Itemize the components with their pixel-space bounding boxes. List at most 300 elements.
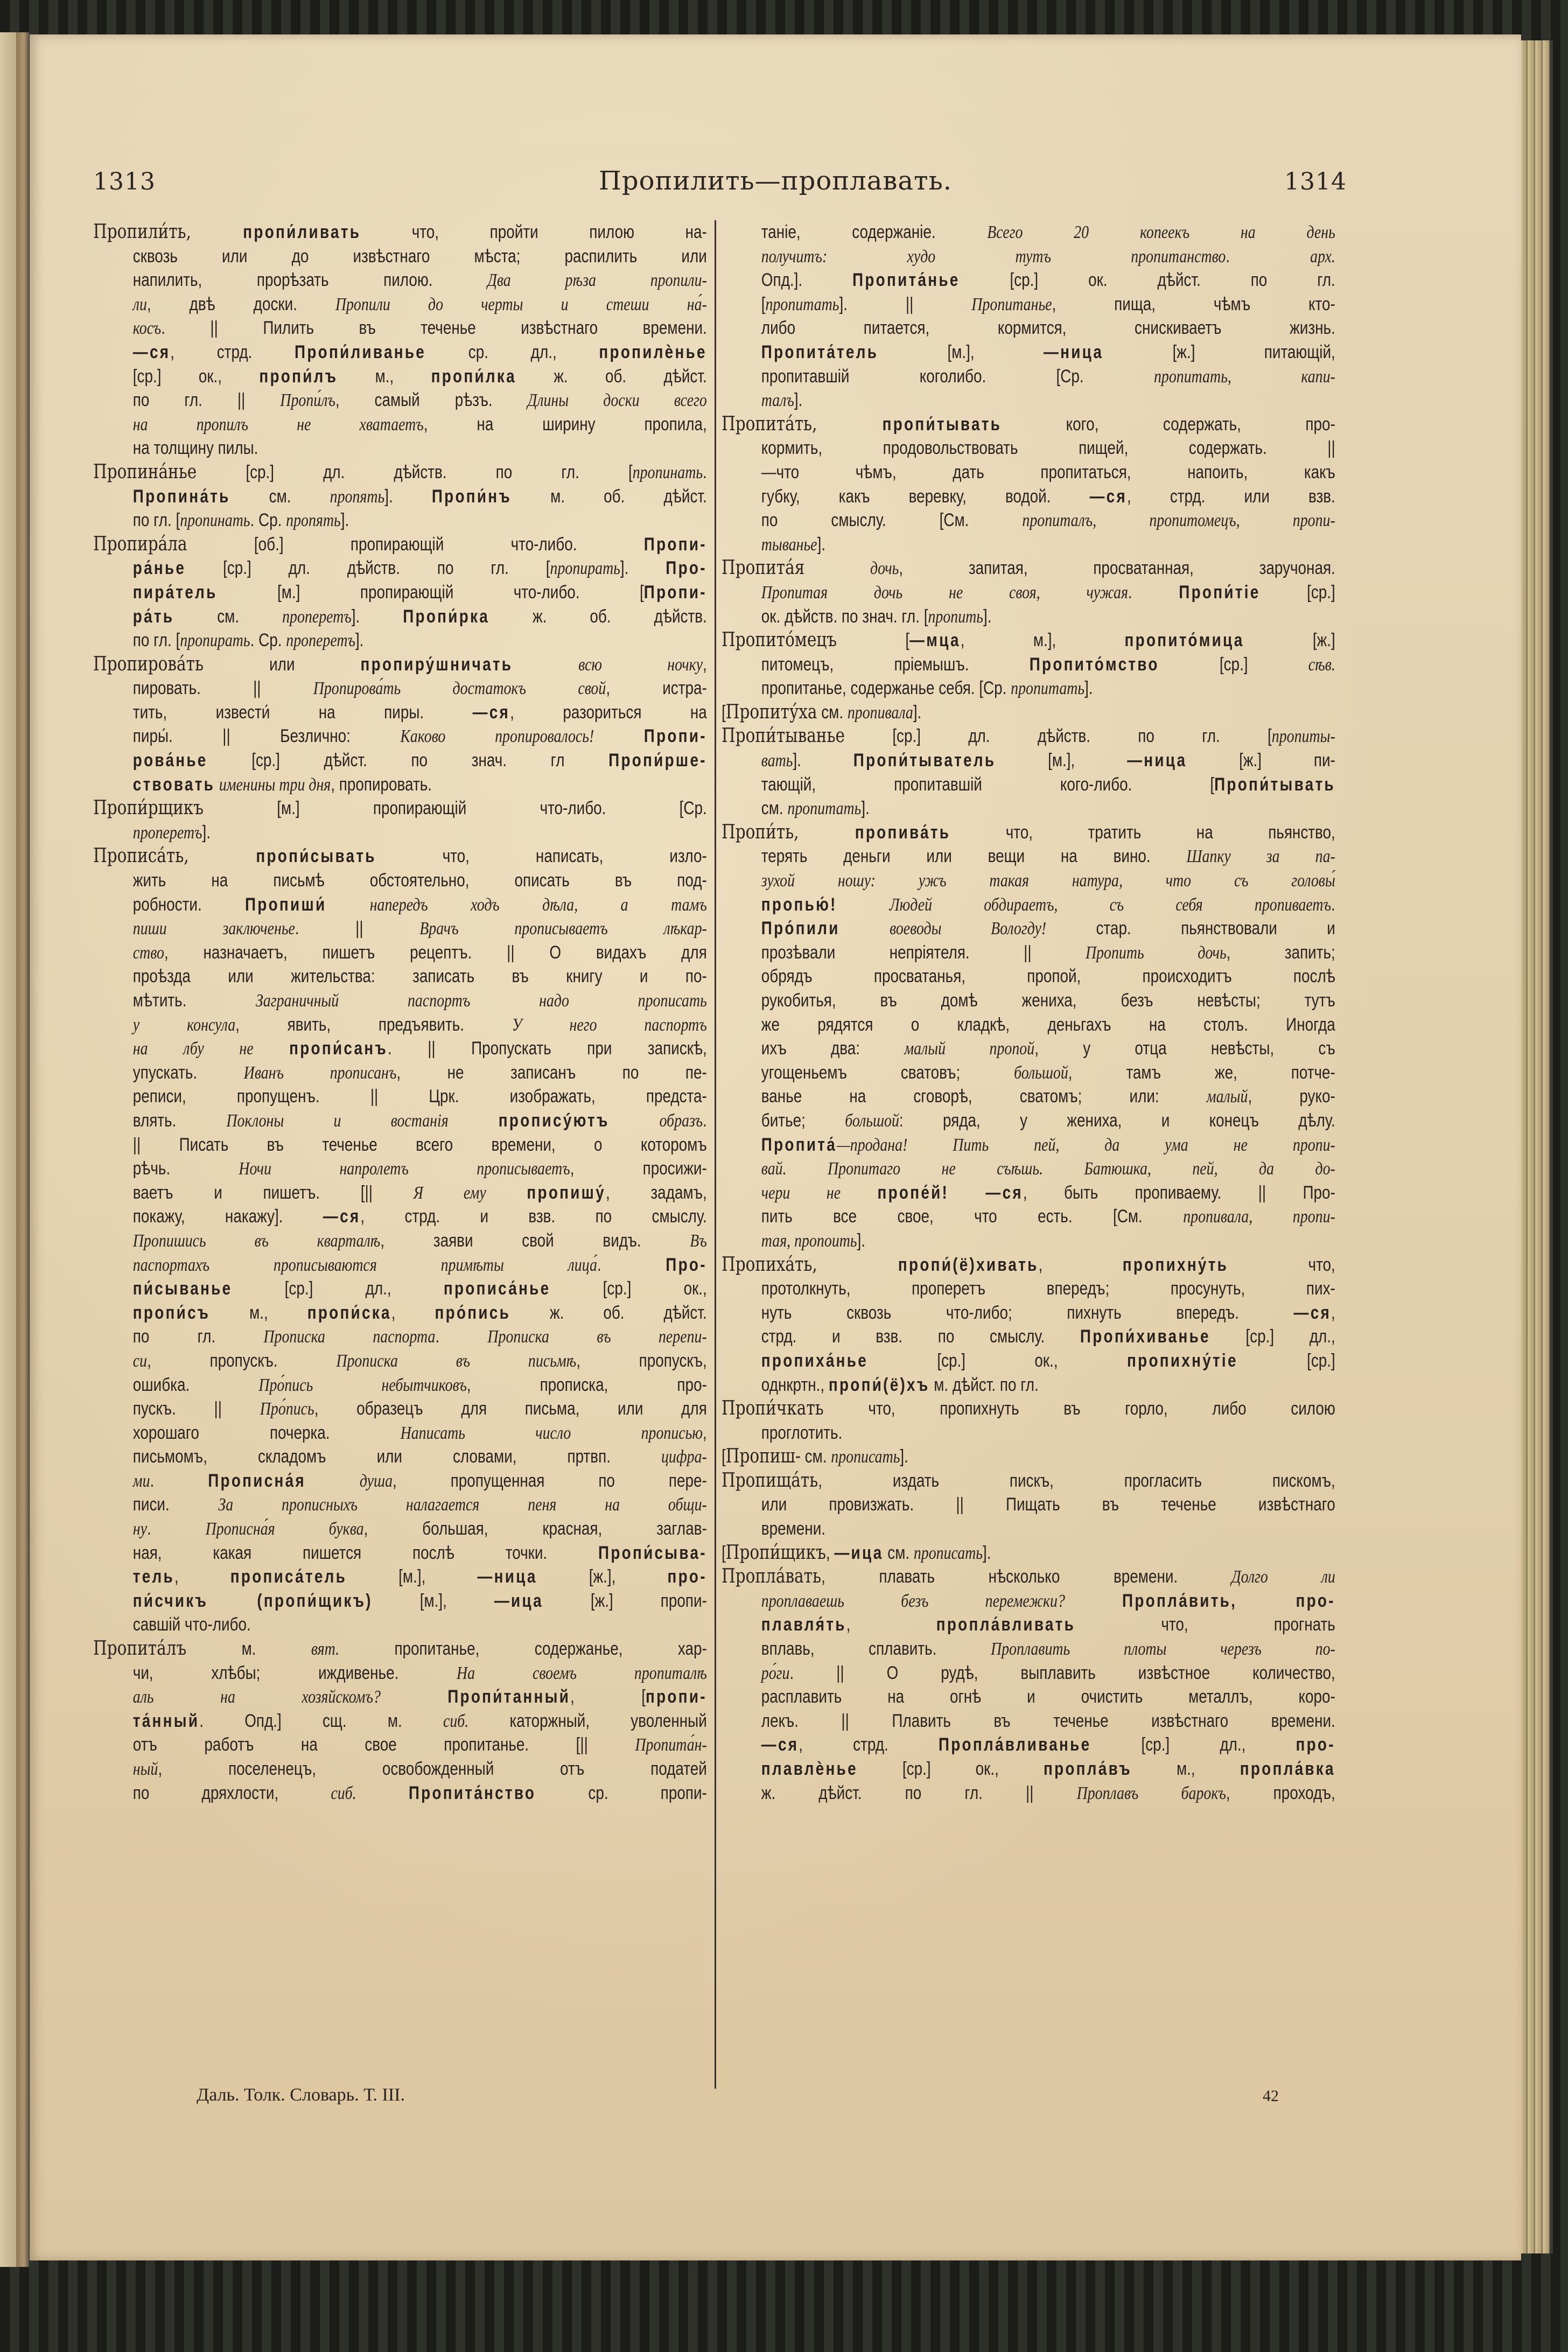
entry-line bbox=[722, 1037, 1335, 1061]
entry-line bbox=[93, 1709, 707, 1733]
definition-text: см. bbox=[174, 606, 283, 627]
bold-term: —ся bbox=[1293, 1302, 1332, 1323]
entry-line bbox=[722, 869, 1335, 893]
definition-text: . Ср. bbox=[250, 630, 286, 651]
bold-term: Пропита́тель bbox=[761, 341, 879, 362]
italic-example: Я ему bbox=[413, 1182, 486, 1203]
bold-term: рова́нье bbox=[132, 750, 208, 771]
entry-line bbox=[93, 1661, 707, 1685]
italic-example: ми bbox=[132, 1471, 150, 1491]
headword: Пропи́ть, bbox=[722, 821, 855, 843]
bold-term: пропью́! bbox=[761, 894, 837, 915]
bold-term: Пропи́тыватель bbox=[853, 750, 996, 771]
definition-text: упускать. bbox=[132, 1062, 244, 1083]
definition-text: , м.], bbox=[960, 630, 1125, 651]
italic-example: сиб. bbox=[331, 1783, 356, 1803]
entry-line bbox=[722, 580, 1335, 605]
entry-line bbox=[722, 1757, 1335, 1781]
italic-example: пропинать bbox=[180, 510, 250, 531]
entry-headline bbox=[722, 556, 1335, 580]
definition-text: , большая, красная, заглав- bbox=[363, 1518, 707, 1539]
entry-line bbox=[722, 893, 1335, 917]
bold-term: Пропи́рка bbox=[403, 606, 490, 627]
definition-text: битье; bbox=[761, 1110, 845, 1131]
definition-text: . || О рудѣ, выплавить извѣстное количество, bbox=[789, 1662, 1335, 1683]
italic-example: Пропи́лъ bbox=[280, 390, 335, 411]
definition-text: см. bbox=[800, 1446, 831, 1467]
entry-line bbox=[93, 292, 707, 317]
definition-text: ж. дѣйст. по гл. || bbox=[761, 1782, 1077, 1803]
entry-line bbox=[93, 1181, 707, 1205]
bold-term: пропишу́ bbox=[527, 1182, 606, 1203]
definition-text: , пропировать. bbox=[331, 774, 432, 795]
definition-text: , просижи- bbox=[570, 1158, 707, 1179]
italic-example: ли bbox=[132, 294, 147, 314]
italic-example: косъ bbox=[132, 318, 162, 339]
italic-example: чери не bbox=[761, 1182, 841, 1203]
entry-line bbox=[722, 1685, 1335, 1709]
italic-example: большой bbox=[845, 1110, 899, 1131]
entry-line bbox=[722, 1589, 1335, 1613]
bold-term: Про́пили bbox=[761, 918, 840, 939]
definition-text: , плавать нѣсколько времени. bbox=[821, 1566, 1231, 1587]
italic-example: прописать bbox=[913, 1543, 983, 1563]
definition-text: . bbox=[703, 461, 707, 482]
italic-example: си bbox=[132, 1350, 148, 1371]
entry-line bbox=[722, 365, 1335, 389]
entry-line bbox=[93, 556, 707, 580]
definition-text: [ср.] ок., bbox=[857, 1759, 1044, 1779]
definition-text: [м.], bbox=[372, 1590, 494, 1611]
entry-line bbox=[93, 1613, 707, 1637]
definition-text bbox=[837, 894, 890, 915]
definition-text: [м.] пропирающій что-либо. [Ср. bbox=[204, 798, 707, 819]
entry-line bbox=[93, 1109, 707, 1133]
definition-text: , bbox=[825, 1542, 835, 1563]
definition-text: , разориться на bbox=[510, 702, 707, 723]
entry-line bbox=[93, 964, 707, 989]
bold-term: пи́счикъ (пропи́щикъ) bbox=[132, 1590, 373, 1611]
headword: Пропи́щикъ bbox=[725, 1541, 826, 1564]
italic-example: Написать число прописью bbox=[400, 1423, 703, 1443]
definition-text: рѣчь. bbox=[132, 1158, 239, 1179]
bold-term: Про- bbox=[666, 558, 707, 579]
bold-term: Пропита́нство bbox=[408, 1782, 536, 1803]
definition-text: ]. bbox=[620, 558, 666, 579]
entry-headline bbox=[722, 724, 1335, 748]
definition-text: , [ bbox=[570, 1686, 646, 1707]
entry-line bbox=[93, 508, 707, 533]
bold-term: пропла́въ bbox=[1043, 1759, 1132, 1779]
bold-term: Про- bbox=[666, 1254, 707, 1275]
entry-headline bbox=[722, 821, 1335, 845]
entry-line bbox=[93, 1349, 707, 1373]
definition-text: ]. bbox=[340, 510, 349, 531]
entry-headline bbox=[93, 1637, 707, 1661]
italic-example: большой bbox=[1014, 1062, 1068, 1083]
definition-text: чи, хлѣбы; иждивенье. bbox=[132, 1662, 457, 1683]
italic-example: аль на хозяйскомъ? bbox=[132, 1687, 381, 1707]
entry-line bbox=[722, 748, 1335, 773]
entry-line bbox=[93, 340, 707, 365]
definition-text: , явить, предъявить. bbox=[235, 1014, 512, 1035]
definition-text: [ср.] дл. дѣйств. по гл. [ bbox=[186, 558, 550, 579]
definition-text: см. bbox=[230, 486, 330, 507]
definition-text: , запитая, просватанная, заручоная. bbox=[899, 558, 1335, 579]
italic-example: пропитать bbox=[787, 799, 862, 819]
entry-line bbox=[93, 1037, 707, 1061]
entry-headline bbox=[722, 1469, 1335, 1493]
italic-example: душа bbox=[359, 1471, 393, 1491]
headword: Пропла́вать bbox=[722, 1565, 822, 1588]
bold-term: пропла́вливать bbox=[936, 1614, 1076, 1635]
italic-example: паспортахъ прописываются примѣты лица́ bbox=[132, 1255, 597, 1275]
entry-line bbox=[722, 533, 1335, 557]
entry-line bbox=[722, 388, 1335, 412]
italic-example: пропинать bbox=[632, 462, 703, 482]
entry-line bbox=[722, 1084, 1335, 1109]
definition-text: пускъ. || bbox=[132, 1398, 260, 1419]
definition-text: нуть сквозь что-либо; пихнуть впередъ. bbox=[761, 1302, 1294, 1323]
entry-line bbox=[722, 941, 1335, 965]
bold-term: пропи́санъ bbox=[289, 1038, 388, 1059]
bold-term: —ся bbox=[761, 1734, 799, 1755]
definition-text: губку, какъ веревку, водой. bbox=[761, 486, 1090, 507]
definition-text: , тамъ же, потче- bbox=[1068, 1062, 1335, 1083]
bold-term: —мца bbox=[909, 630, 961, 651]
bold-term: ствовать bbox=[132, 774, 215, 795]
definition-text: тить, извести́ на пиры. bbox=[132, 702, 473, 723]
bold-term: пропи́тывать bbox=[882, 414, 1002, 435]
definition-text: [ср.] дѣйст. по знач. гл bbox=[207, 750, 609, 771]
definition-text: ]. bbox=[355, 630, 364, 651]
headword: Пропиха́ть, bbox=[722, 1253, 898, 1276]
entry-line bbox=[93, 244, 707, 269]
definition-text: робности. bbox=[132, 894, 245, 915]
definition-text bbox=[215, 774, 219, 795]
definition-text bbox=[381, 1686, 447, 1707]
definition-text: прозѣвали непріятеля. || bbox=[761, 942, 1086, 963]
definition-text: . || bbox=[295, 918, 420, 939]
bold-term: Пропла́вить, про- bbox=[1122, 1590, 1335, 1611]
italic-example: Поклоны и востанія bbox=[226, 1110, 449, 1131]
definition-text: напилить, прорѣзать пилою. bbox=[132, 270, 488, 291]
italic-example: прописать bbox=[831, 1447, 900, 1467]
entry-line bbox=[93, 1589, 707, 1613]
bold-term: —ница bbox=[1043, 341, 1104, 362]
italic-example: Про́пись bbox=[260, 1399, 314, 1419]
bold-term: ра́нье bbox=[132, 558, 186, 579]
italic-example: сиб. bbox=[443, 1711, 469, 1731]
italic-example: арх. bbox=[1310, 246, 1335, 267]
bold-term: пропи- bbox=[645, 1686, 707, 1707]
italic-example: у консула bbox=[132, 1014, 236, 1035]
italic-example: вят. bbox=[311, 1639, 340, 1660]
italic-example: пропять bbox=[286, 510, 341, 531]
headword: Пропита́ть, bbox=[722, 412, 883, 435]
bold-term: плавля́ть bbox=[761, 1614, 846, 1635]
bold-term: Прописна́я bbox=[208, 1470, 306, 1491]
entry-line bbox=[722, 508, 1335, 533]
definition-text: , образецъ для письма, или для bbox=[314, 1398, 707, 1419]
definition-text: [ср.] ок. дѣйст. по гл. bbox=[960, 270, 1335, 291]
entry-line bbox=[722, 1205, 1335, 1229]
entry-line bbox=[722, 1493, 1335, 1517]
italic-example: Проплавъ барокъ bbox=[1076, 1783, 1226, 1803]
italic-example: На своемъ пропиталѣ bbox=[457, 1663, 707, 1683]
definition-text: [ср.] дл. дѣйств. по гл. [ bbox=[845, 726, 1272, 747]
definition-text: питомецъ, пріемышъ. bbox=[761, 654, 1030, 675]
definition-text: тающій, пропитавшій кого-либо. [ bbox=[761, 774, 1215, 795]
entry-line bbox=[93, 316, 707, 340]
definition-text: , bbox=[1331, 1302, 1335, 1323]
definition-text: реписи, пропущенъ. || Црк. изображать, предста- bbox=[132, 1086, 707, 1107]
italic-example: Пропитанье bbox=[971, 294, 1052, 314]
entry-line bbox=[93, 989, 707, 1013]
entry-line bbox=[93, 628, 707, 653]
definition-text: на толщину пилы. bbox=[132, 438, 258, 459]
italic-example: проперетъ bbox=[132, 822, 202, 843]
entry-line bbox=[722, 1325, 1335, 1349]
italic-example: пропиты- bbox=[1271, 726, 1335, 747]
definition-text: [ж.] bbox=[1244, 630, 1335, 651]
column-divider bbox=[715, 220, 716, 2089]
definition-text: . || Пилить въ теченье извѣстнаго времени. bbox=[161, 318, 707, 339]
entry-line bbox=[93, 941, 707, 965]
definition-text bbox=[449, 1110, 499, 1131]
entry-line bbox=[722, 1157, 1335, 1181]
italic-example: вать bbox=[761, 751, 793, 771]
definition-text: . bbox=[703, 1110, 707, 1131]
definition-text: , быть пропиваему. || Про- bbox=[1023, 1182, 1335, 1203]
definition-text: стар. пьянствовали и bbox=[1046, 918, 1335, 939]
bold-term: пропи́ливать bbox=[243, 222, 361, 242]
italic-example: зухой ношу: ужъ такая натура, что съ головы́ bbox=[761, 871, 1335, 891]
definition-text: пропитанье, содержанье себя. [Ср. bbox=[761, 678, 1011, 699]
italic-example: пропивала bbox=[847, 702, 913, 723]
italic-example: Врачъ прописываетъ лѣкар- bbox=[419, 919, 707, 939]
entry-line bbox=[722, 1421, 1335, 1445]
entry-line bbox=[93, 869, 707, 893]
bold-term: —ся bbox=[985, 1182, 1023, 1203]
definition-text: проглотить. bbox=[761, 1422, 843, 1443]
entry-line bbox=[722, 676, 1335, 701]
definition-text: . bbox=[1331, 894, 1335, 915]
definition-text: [об.] пропирающій что-либо. bbox=[187, 534, 644, 555]
definition-text: ж. об. дѣйств. bbox=[489, 606, 707, 627]
italic-example: проплаваешь безъ перемежки? bbox=[761, 1591, 1065, 1611]
entry-line bbox=[93, 1229, 707, 1253]
bold-term: пропива́ть bbox=[855, 822, 951, 843]
definition-text: , двѣ доски. bbox=[146, 293, 335, 314]
bold-term: пропи́ска bbox=[307, 1302, 391, 1323]
italic-example: Длины доски всего bbox=[527, 390, 707, 411]
definition-text: . bbox=[1128, 582, 1179, 603]
italic-example: Шапку за па- bbox=[1186, 846, 1335, 867]
definition-text: м. об. дѣйст. bbox=[512, 486, 707, 507]
definition-text: [ср.] ок., bbox=[132, 366, 260, 387]
italic-example: Долго ли bbox=[1231, 1567, 1335, 1587]
italic-example: пропирать bbox=[550, 558, 620, 579]
italic-example: проперетъ bbox=[282, 606, 352, 627]
definition-text: мѣтить. bbox=[132, 990, 256, 1011]
definition-text: , на ширину пропила, bbox=[423, 414, 707, 435]
headword: Пропита́я bbox=[722, 557, 805, 579]
definition-text: савшій что-либо. bbox=[132, 1614, 251, 1635]
right-page-number: 1314 bbox=[1284, 168, 1347, 195]
definition-text: , пища, чѣмъ кто- bbox=[1052, 293, 1335, 314]
definition-text: , самый рѣзъ. bbox=[335, 390, 528, 411]
definition-text: , стрд. bbox=[170, 341, 295, 362]
left-page-number: 1313 bbox=[93, 168, 156, 195]
italic-example: Заграничный паспортъ надо прописать bbox=[255, 991, 707, 1011]
entry-line bbox=[93, 1421, 707, 1445]
definition-text bbox=[1065, 1591, 1122, 1611]
italic-example: малый пропой bbox=[904, 1039, 1035, 1059]
definition-text: по гл. [ bbox=[132, 510, 180, 531]
entry-line bbox=[93, 436, 707, 460]
entry-line bbox=[93, 1373, 707, 1397]
definition-text: м. дѣйст. по гл. bbox=[929, 1374, 1039, 1395]
entry-line bbox=[722, 1061, 1335, 1085]
entry-line bbox=[722, 460, 1335, 485]
definition-text: [ bbox=[722, 1542, 726, 1563]
bold-term: Пропина́ть bbox=[132, 486, 230, 507]
definition-text: , стрд. или взв. bbox=[1127, 486, 1335, 507]
definition-text: же рядятся о кладкѣ, деньгахъ на столъ. Иногда bbox=[761, 1014, 1335, 1035]
definition-text: м., bbox=[338, 366, 431, 387]
definition-text: ]. bbox=[817, 534, 826, 555]
italic-example: Каково пропировалось! bbox=[400, 726, 594, 747]
bold-term: про- bbox=[667, 1566, 707, 1587]
bold-term: пропи́(ё)хъ bbox=[828, 1374, 930, 1395]
entry-line bbox=[93, 412, 707, 437]
definition-text: ср. дл., bbox=[426, 341, 599, 362]
definition-text: писи. bbox=[132, 1494, 219, 1515]
definition-text: каторжный, уволенный bbox=[468, 1710, 707, 1731]
definition-text bbox=[306, 1471, 360, 1491]
entry-headline bbox=[93, 653, 707, 677]
italic-example: пиши заключенье bbox=[132, 919, 295, 939]
entry-headline bbox=[93, 796, 707, 821]
entry-line bbox=[722, 1277, 1335, 1301]
definition-text: [ср.] ок., bbox=[867, 1350, 1128, 1371]
definition-text: , bbox=[174, 1566, 230, 1587]
definition-text: пить все свое, что есть. [См. bbox=[761, 1206, 1184, 1227]
definition-text: пропитанье, содержанье, хар- bbox=[339, 1639, 707, 1660]
italic-example: Пропить дочь bbox=[1085, 942, 1227, 963]
entry-line bbox=[722, 1637, 1335, 1661]
italic-example: Пропирова́ть достатокъ свой bbox=[313, 678, 606, 699]
bold-term: Пропи́хиванье bbox=[1080, 1326, 1210, 1347]
right-column bbox=[722, 220, 1341, 1805]
definition-text bbox=[326, 894, 369, 915]
entry-line bbox=[722, 292, 1335, 317]
definition-text: [ср.] дл. дѣйств. по гл. [ bbox=[197, 461, 633, 482]
italic-example: на пропилъ не хватаетъ bbox=[132, 414, 424, 435]
entry-line bbox=[93, 388, 707, 412]
italic-example: пропитать, капи- bbox=[1153, 366, 1335, 387]
definition-text: ная, какая пишется послѣ точки. bbox=[132, 1542, 599, 1563]
definition-text: : ряда, у жениха, и конецъ дѣлу. bbox=[899, 1110, 1335, 1131]
definition-text: лекъ. || Плавить въ теченье извѣстнаго времени. bbox=[761, 1710, 1335, 1731]
definition-text: или bbox=[204, 654, 361, 675]
bold-term: —ица bbox=[834, 1542, 884, 1563]
entry-line bbox=[722, 1133, 1335, 1157]
headword: Пропи́рщикъ bbox=[93, 797, 204, 820]
bold-term: пи́сыванье bbox=[132, 1278, 233, 1299]
entry-line bbox=[93, 1733, 707, 1757]
headword: Пропища́ть bbox=[722, 1469, 818, 1492]
entry-line bbox=[93, 1301, 707, 1325]
definition-text: ]. bbox=[913, 702, 922, 723]
entry-line bbox=[93, 724, 707, 748]
entry-line bbox=[722, 485, 1335, 509]
entry-line bbox=[722, 1733, 1335, 1757]
definition-text: что, тратить на пьянство, bbox=[950, 822, 1335, 843]
italic-example: Прописка паспорта bbox=[263, 1327, 436, 1347]
entry-headline bbox=[722, 1397, 1335, 1421]
italic-example: пропирать bbox=[180, 631, 250, 651]
left-column bbox=[93, 220, 712, 1805]
italic-example: воеводы Вологду! bbox=[890, 919, 1047, 939]
italic-example: Прописна́я буква bbox=[205, 1519, 364, 1539]
entry-headline bbox=[722, 701, 1335, 725]
entry-line bbox=[93, 821, 707, 845]
definition-text: [ср.] bbox=[1260, 582, 1335, 603]
entry-headline bbox=[93, 220, 707, 244]
bold-term: пропе́й! bbox=[877, 1182, 949, 1203]
italic-example: Проплавить плоты черезъ по- bbox=[990, 1639, 1335, 1660]
footer-signature: Даль. Толк. Словарь. Т. III. bbox=[197, 2085, 405, 2105]
entry-line bbox=[722, 436, 1335, 460]
bold-term: —ница bbox=[477, 1566, 537, 1587]
italic-example: Про́пись небытчиковъ bbox=[258, 1375, 467, 1395]
entry-headline bbox=[93, 844, 707, 869]
entry-line bbox=[722, 1109, 1335, 1133]
entry-line bbox=[93, 1565, 707, 1589]
definition-text: [ср.] дл., bbox=[232, 1278, 444, 1299]
definition-text: , назначаетъ, пишетъ рецептъ. || О видахъ для bbox=[164, 942, 707, 963]
definition-text: ]. bbox=[794, 390, 803, 411]
definition-text: , запить; bbox=[1226, 942, 1335, 963]
definition-text: . bbox=[147, 1518, 206, 1539]
entry-line bbox=[722, 773, 1335, 797]
bold-term: пира́тель bbox=[132, 582, 218, 603]
entry-line bbox=[93, 773, 707, 797]
entry-line bbox=[722, 1013, 1335, 1037]
entry-line bbox=[93, 1397, 707, 1421]
italic-example: пропивала, пропи- bbox=[1183, 1207, 1335, 1227]
definition-text bbox=[841, 1182, 877, 1203]
italic-example: Пропили до черты и стеши на́- bbox=[335, 294, 707, 314]
bold-term: пропиру́шничать bbox=[360, 654, 513, 675]
definition-text: рукобитья, въ домѣ жениха, безъ невѣсты; тутъ bbox=[761, 990, 1335, 1011]
entry-headline bbox=[722, 1565, 1335, 1589]
entry-line bbox=[722, 340, 1335, 365]
definition-text: пропитавшій коголибо. [Ср. bbox=[761, 366, 1154, 387]
entry-headline bbox=[93, 460, 707, 485]
italic-example: напередъ ходъ дѣла, а тамъ bbox=[369, 894, 707, 915]
definition-text: ошибка. bbox=[132, 1374, 259, 1395]
definition-text bbox=[949, 1182, 985, 1203]
definition-text: [м.] пропирающій что-либо. [ bbox=[217, 582, 644, 603]
definition-text: что, пройти пилою на- bbox=[361, 222, 707, 242]
headword: Пропи́чкать bbox=[722, 1397, 824, 1420]
definition-text: по дряхлости, bbox=[132, 1782, 331, 1803]
entry-line bbox=[722, 316, 1335, 340]
definition-text: ванье на сговорѣ, сватомъ; или: bbox=[761, 1086, 1207, 1107]
